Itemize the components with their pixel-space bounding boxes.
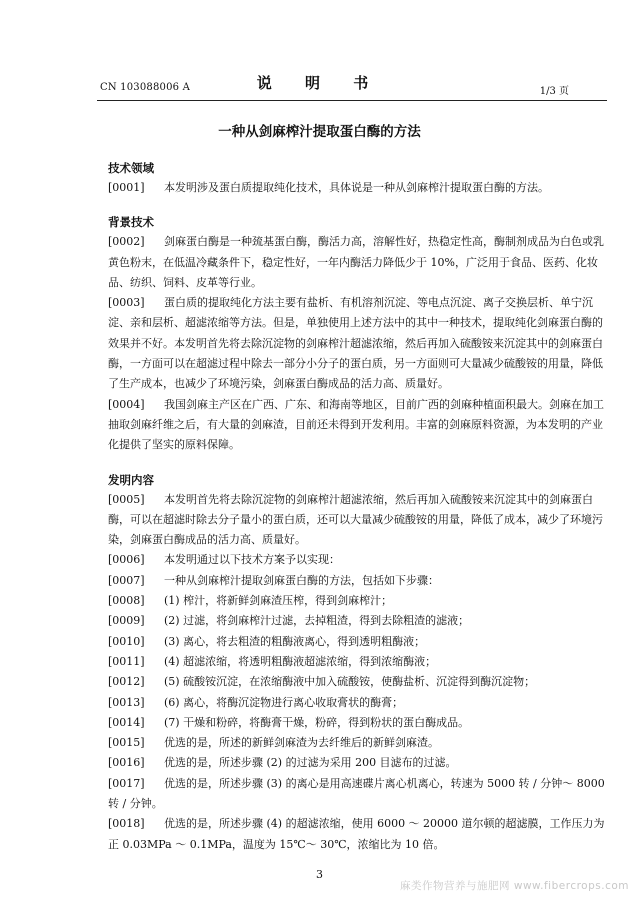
watermark: 麻类作物营养与施肥网 www.fibercrops.com bbox=[400, 880, 629, 892]
paragraph bbox=[108, 652, 610, 672]
paragraph-number: [0007] bbox=[108, 573, 145, 587]
paragraph-number: [0006] bbox=[108, 553, 145, 567]
paragraph bbox=[108, 672, 610, 692]
paragraph-text: 蛋白质的提取纯化方法主要有盐析、有机溶剂沉淀、等电点沉淀、离子交换层析、单宁沉淀、亲和层析、超滤浓缩等方法。但是，单独使用上述方法中的其中一种技术，提取纯化剑麻蛋白酶的效果并不好。本发明首先将去除沉淀物的剑麻榨汁超滤浓缩，然后再加入硫酸铵来沉淀其中的剑麻蛋白酶，一方面可以在超滤过程中除去一部分小分子的蛋白质，另一方面则可大量减少硫酸铵的用量，降低了生产成本，也减少了环境污染，剑麻蛋白酶成品的活力高、质量好。 bbox=[108, 296, 603, 391]
paragraph-number: [0004] bbox=[108, 397, 145, 411]
paragraph-text: (1) 榨汁，将新鲜剑麻渣压榨，得到剑麻榨汁； bbox=[164, 594, 393, 608]
paragraph bbox=[108, 632, 610, 652]
page-info: 1/3 页 bbox=[539, 86, 569, 97]
paragraph-text: 一种从剑麻榨汁提取剑麻蛋白酶的方法，包括如下步骤： bbox=[164, 573, 439, 587]
paragraph-number: [0013] bbox=[108, 695, 145, 709]
paragraph bbox=[108, 693, 610, 713]
page-number: 3 bbox=[316, 868, 323, 881]
paragraph-text: 优选的是，所述的新鲜剑麻渣为去纤维后的新鲜剑麻渣。 bbox=[164, 736, 439, 750]
paragraph-text: (2) 过滤，将剑麻榨汁过滤，去掉粗渣，得到去除粗渣的滤液； bbox=[164, 614, 470, 628]
paragraph-text: (3) 离心，将去粗渣的粗酶液离心，得到透明粗酶液； bbox=[164, 634, 426, 648]
paragraph-number: [0001] bbox=[108, 181, 145, 194]
document-title: 一种从剑麻榨汁提取蛋白酶的方法 bbox=[218, 124, 421, 140]
paragraph bbox=[108, 550, 610, 570]
section-heading: 发明内容 bbox=[108, 472, 154, 487]
paragraph bbox=[108, 232, 610, 293]
paragraph bbox=[108, 178, 610, 198]
paragraph-number: [0003] bbox=[108, 296, 145, 310]
paragraph bbox=[108, 814, 610, 855]
paragraph-text: 本发明通过以下技术方案予以实现： bbox=[164, 553, 340, 567]
paragraph bbox=[108, 490, 610, 551]
paragraph-text: (5) 硫酸铵沉淀，在浓缩酶液中加入硫酸铵，使酶盐析、沉淀得到酶沉淀物； bbox=[164, 675, 536, 689]
paragraph bbox=[108, 713, 610, 733]
paragraph bbox=[108, 395, 610, 456]
paragraph bbox=[108, 293, 610, 394]
paragraph-number: [0016] bbox=[108, 756, 145, 770]
paragraph-text: 优选的是，所述步骤 (2) 的过滤为采用 200 目滤布的过滤。 bbox=[164, 756, 457, 770]
paragraph-text: 优选的是，所述步骤 (3) 的离心是用高速碟片离心机离心，转速为 5000 转 / 分钟～ 8000 转 / 分钟。 bbox=[108, 776, 605, 811]
section-heading: 技术领域 bbox=[108, 161, 154, 175]
paragraph bbox=[108, 571, 610, 591]
paragraph-number: [0009] bbox=[108, 614, 145, 628]
paragraph-number: [0011] bbox=[108, 654, 145, 668]
paragraph bbox=[108, 591, 610, 611]
document-type: 说 明 书 bbox=[256, 74, 383, 92]
paragraph-number: [0012] bbox=[108, 675, 145, 689]
paragraph-text: (7) 干燥和粉碎，将酶膏干燥，粉碎，得到粉状的蛋白酶成品。 bbox=[164, 715, 470, 729]
paragraph-text: 本发明涉及蛋白质提取纯化技术，具体说是一种从剑麻榨汁提取蛋白酶的方法。 bbox=[164, 181, 549, 194]
paragraph-number: [0015] bbox=[108, 736, 145, 750]
paragraph bbox=[108, 753, 610, 773]
paragraph-text: 优选的是，所述步骤 (4) 的超滤浓缩，使用 6000 ～ 20000 道尔顿的超滤膜，工作压力为正 0.03MPa ～ 0.1MPa，温度为 15℃～ 30℃，浓缩比为 10 倍。 bbox=[108, 817, 605, 851]
paragraph-number: [0017] bbox=[108, 776, 145, 790]
paragraph bbox=[108, 611, 610, 631]
paragraph-text: 剑麻蛋白酶是一种巯基蛋白酶，酶活力高，溶解性好，热稳定性高，酶制剂成品为白色或乳黄色粉末，在低温冷藏条件下，稳定性好，一年内酶活力降低少于 10%，广泛用于食品、医药、化妆品、纺织、饲料、皮革等行业。 bbox=[108, 235, 604, 289]
paragraph-text: 本发明首先将去除沉淀物的剑麻榨汁超滤浓缩，然后再加入硫酸铵来沉淀其中的剑麻蛋白酶，可以在超滤时除去分子量小的蛋白质，还可以大量减少硫酸铵的用量，降低了成本，减少了环境污染，剑麻蛋白酶成品的活力高、质量好。 bbox=[108, 492, 603, 547]
paragraph-text: (6) 离心，将酶沉淀物进行离心收取膏状的酶膏； bbox=[164, 695, 404, 709]
paragraph-number: [0014] bbox=[108, 715, 145, 729]
header-divider bbox=[97, 100, 607, 101]
document-body bbox=[108, 158, 610, 855]
paragraph-number: [0010] bbox=[108, 634, 145, 648]
paragraph-number: [0018] bbox=[108, 817, 145, 831]
paragraph-number: [0008] bbox=[108, 594, 145, 608]
paragraph-text: (4) 超滤浓缩，将透明粗酶液超滤浓缩，得到浓缩酶液； bbox=[164, 654, 437, 668]
section-heading: 背景技术 bbox=[108, 215, 154, 230]
paragraph bbox=[108, 733, 610, 753]
paragraph bbox=[108, 774, 610, 815]
paragraph-number: [0005] bbox=[108, 492, 145, 506]
paragraph-number: [0002] bbox=[108, 235, 145, 249]
patent-number: CN 103088006 A bbox=[100, 82, 191, 93]
paragraph-text: 我国剑麻主产区在广西、广东、和海南等地区，目前广西的剑麻种植面积最大。剑麻在加工抽取剑麻纤维之后，有大量的剑麻渣，目前还未得到开发利用。丰富的剑麻原料资源，为本发明的产业化提供了坚实的原料保障。 bbox=[108, 397, 604, 452]
